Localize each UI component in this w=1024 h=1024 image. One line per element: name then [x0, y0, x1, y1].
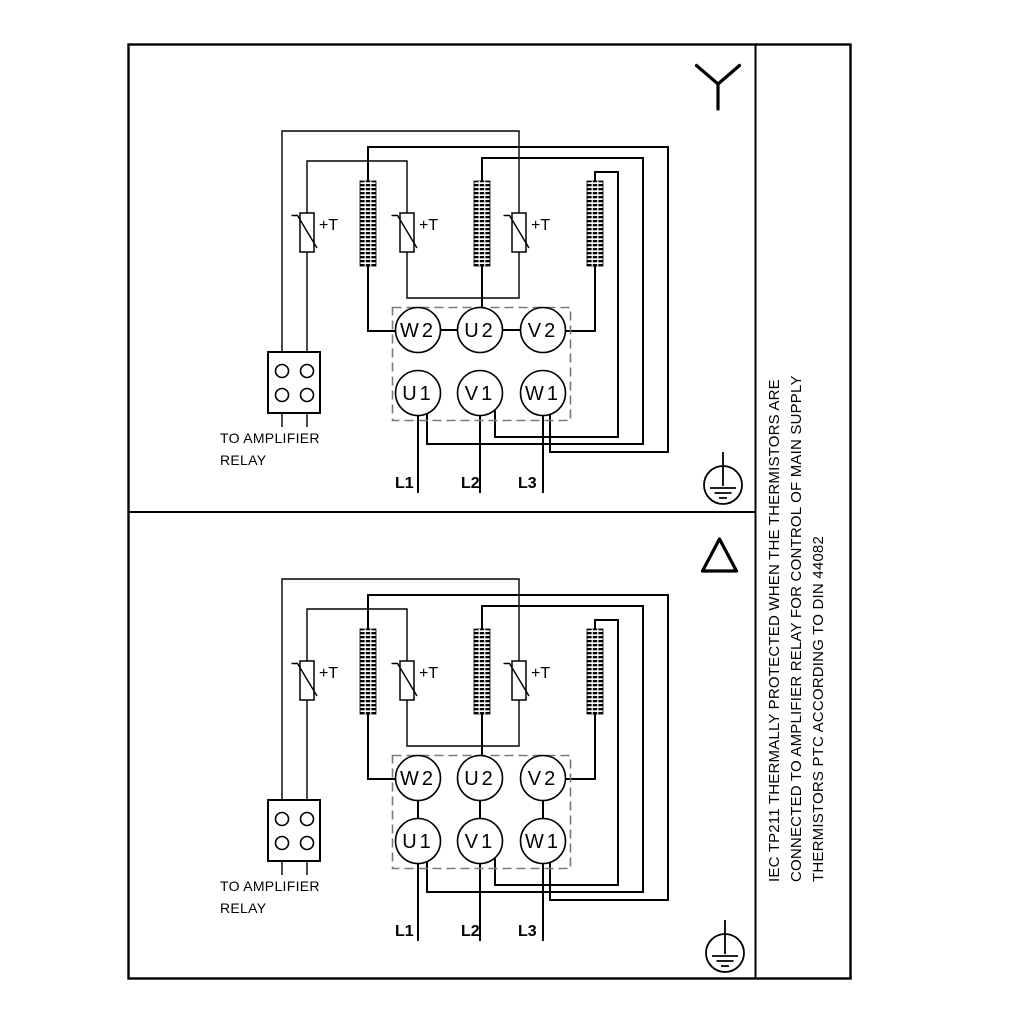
- side-note-line: IEC TP211 THERMALLY PROTECTED WHEN THE THERMISTORS ARE: [766, 379, 783, 882]
- side-note-line: CONNECTED TO AMPLIFIER RELAY FOR CONTROL OF MAIN SUPPLY: [788, 375, 805, 882]
- side-note: [764, 362, 830, 882]
- delta-panel-diagram: [220, 579, 668, 941]
- earth-ground-icon: [706, 920, 744, 972]
- star-panel-diagram: [220, 131, 668, 493]
- star-icon: [697, 66, 740, 110]
- earth-ground-icon: [704, 452, 742, 504]
- delta-icon: [703, 539, 737, 571]
- side-note-line: THERMISTORS PTC ACCORDING TO DIN 44082: [810, 535, 827, 882]
- delta-bridge-links: [418, 800, 543, 819]
